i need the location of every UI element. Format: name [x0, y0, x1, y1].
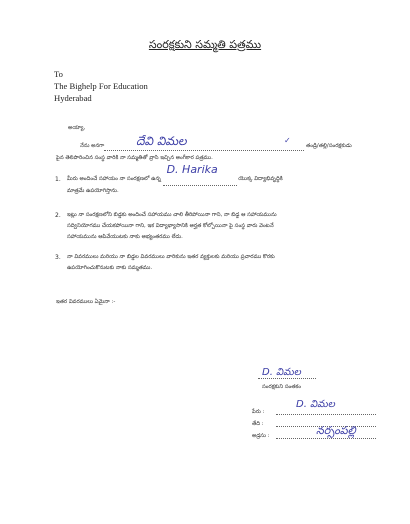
item-line-1: ఇట్లు నా సంరక్షణలోని బిడ్డకు అందించే సహాయము చాలి తీరిపోయినా గాని, నా బిడ్డ ఆ సహాయమును [67, 212, 277, 218]
item-number: 3. [55, 254, 61, 261]
list-item [55, 163, 367, 197]
other-details-label: ఇతర వివరములు ఏమైనా :- [56, 299, 116, 305]
handwritten-name-value: D. విమల [296, 399, 335, 410]
item-line-2: మాత్రమే ఉపయోగిస్తాను. [67, 188, 119, 194]
address-label: అడ్రసు : [252, 433, 270, 439]
item-text-b: యొక్క విద్యాభివృద్ధికి [238, 176, 283, 182]
handwritten-address-value: నర్సంపల్లి [316, 424, 356, 437]
intro-lead: నేను అనగా [80, 143, 105, 149]
list-item [55, 210, 367, 243]
item-line-1: నా వివరములు మరియు నా బిడ్డల వివరములు వారికును ఇతర వ్యక్తులకు మరియు ప్రచారము కొరకు [67, 254, 275, 260]
addressee-city: Hyderabad [54, 93, 92, 103]
signatory-label: సంరక్షకుని సంతకం [262, 384, 301, 390]
addressee-block [54, 68, 148, 104]
item-line-3: సహాయమును ఆపివేయుటకు నాకు అభ్యంతరము లేదు. [67, 234, 183, 240]
addressee-to: To [54, 69, 63, 79]
document-title: సంరక్షకుని సమ్మతి పత్రము [148, 38, 262, 51]
item-line-2: సద్వినియోగము చేయకపోయినా గాని, ఇక విద్యాభ్యాసానికి అర్హత కోల్పోయినా పై సంస్థ వారు వెంటనే [67, 223, 274, 229]
handwritten-tick-mark: ✓ [284, 136, 291, 145]
item-name-blank [163, 163, 237, 186]
name-blank [276, 414, 376, 415]
salutation: అయ్యా, [68, 125, 86, 131]
intro-line-2: పైన తెలిపారించిన సంస్థ వారికి నా సమ్మతితో వ్రాసి ఇచ్చిన అంగీకార పత్రము. [56, 155, 213, 161]
intro-relation: తండ్రి/తల్లి/సంరక్షకుడు [306, 143, 352, 149]
handwritten-guardian-name: దేవి విమల [136, 134, 187, 148]
addressee-organization: The Bighelp For Education [54, 81, 148, 91]
intro-name-blank [104, 150, 304, 151]
date-label: తేది : [252, 421, 264, 427]
item-number: 1. [55, 176, 61, 183]
guardian-signature: D. విమల [262, 367, 301, 378]
item-number: 2. [55, 212, 61, 219]
name-label: పేరు : [252, 409, 265, 415]
item-text-a: మీరు అందించే సహాయం నా సంరక్షణలో ఉన్న [67, 176, 161, 182]
handwritten-child-name: D. Harika [166, 163, 218, 176]
item-line-2: ఉపయోగించుకొనుటకు నాకు సమ్మతము. [67, 265, 153, 271]
list-item [55, 252, 367, 274]
signature-line [258, 378, 316, 379]
